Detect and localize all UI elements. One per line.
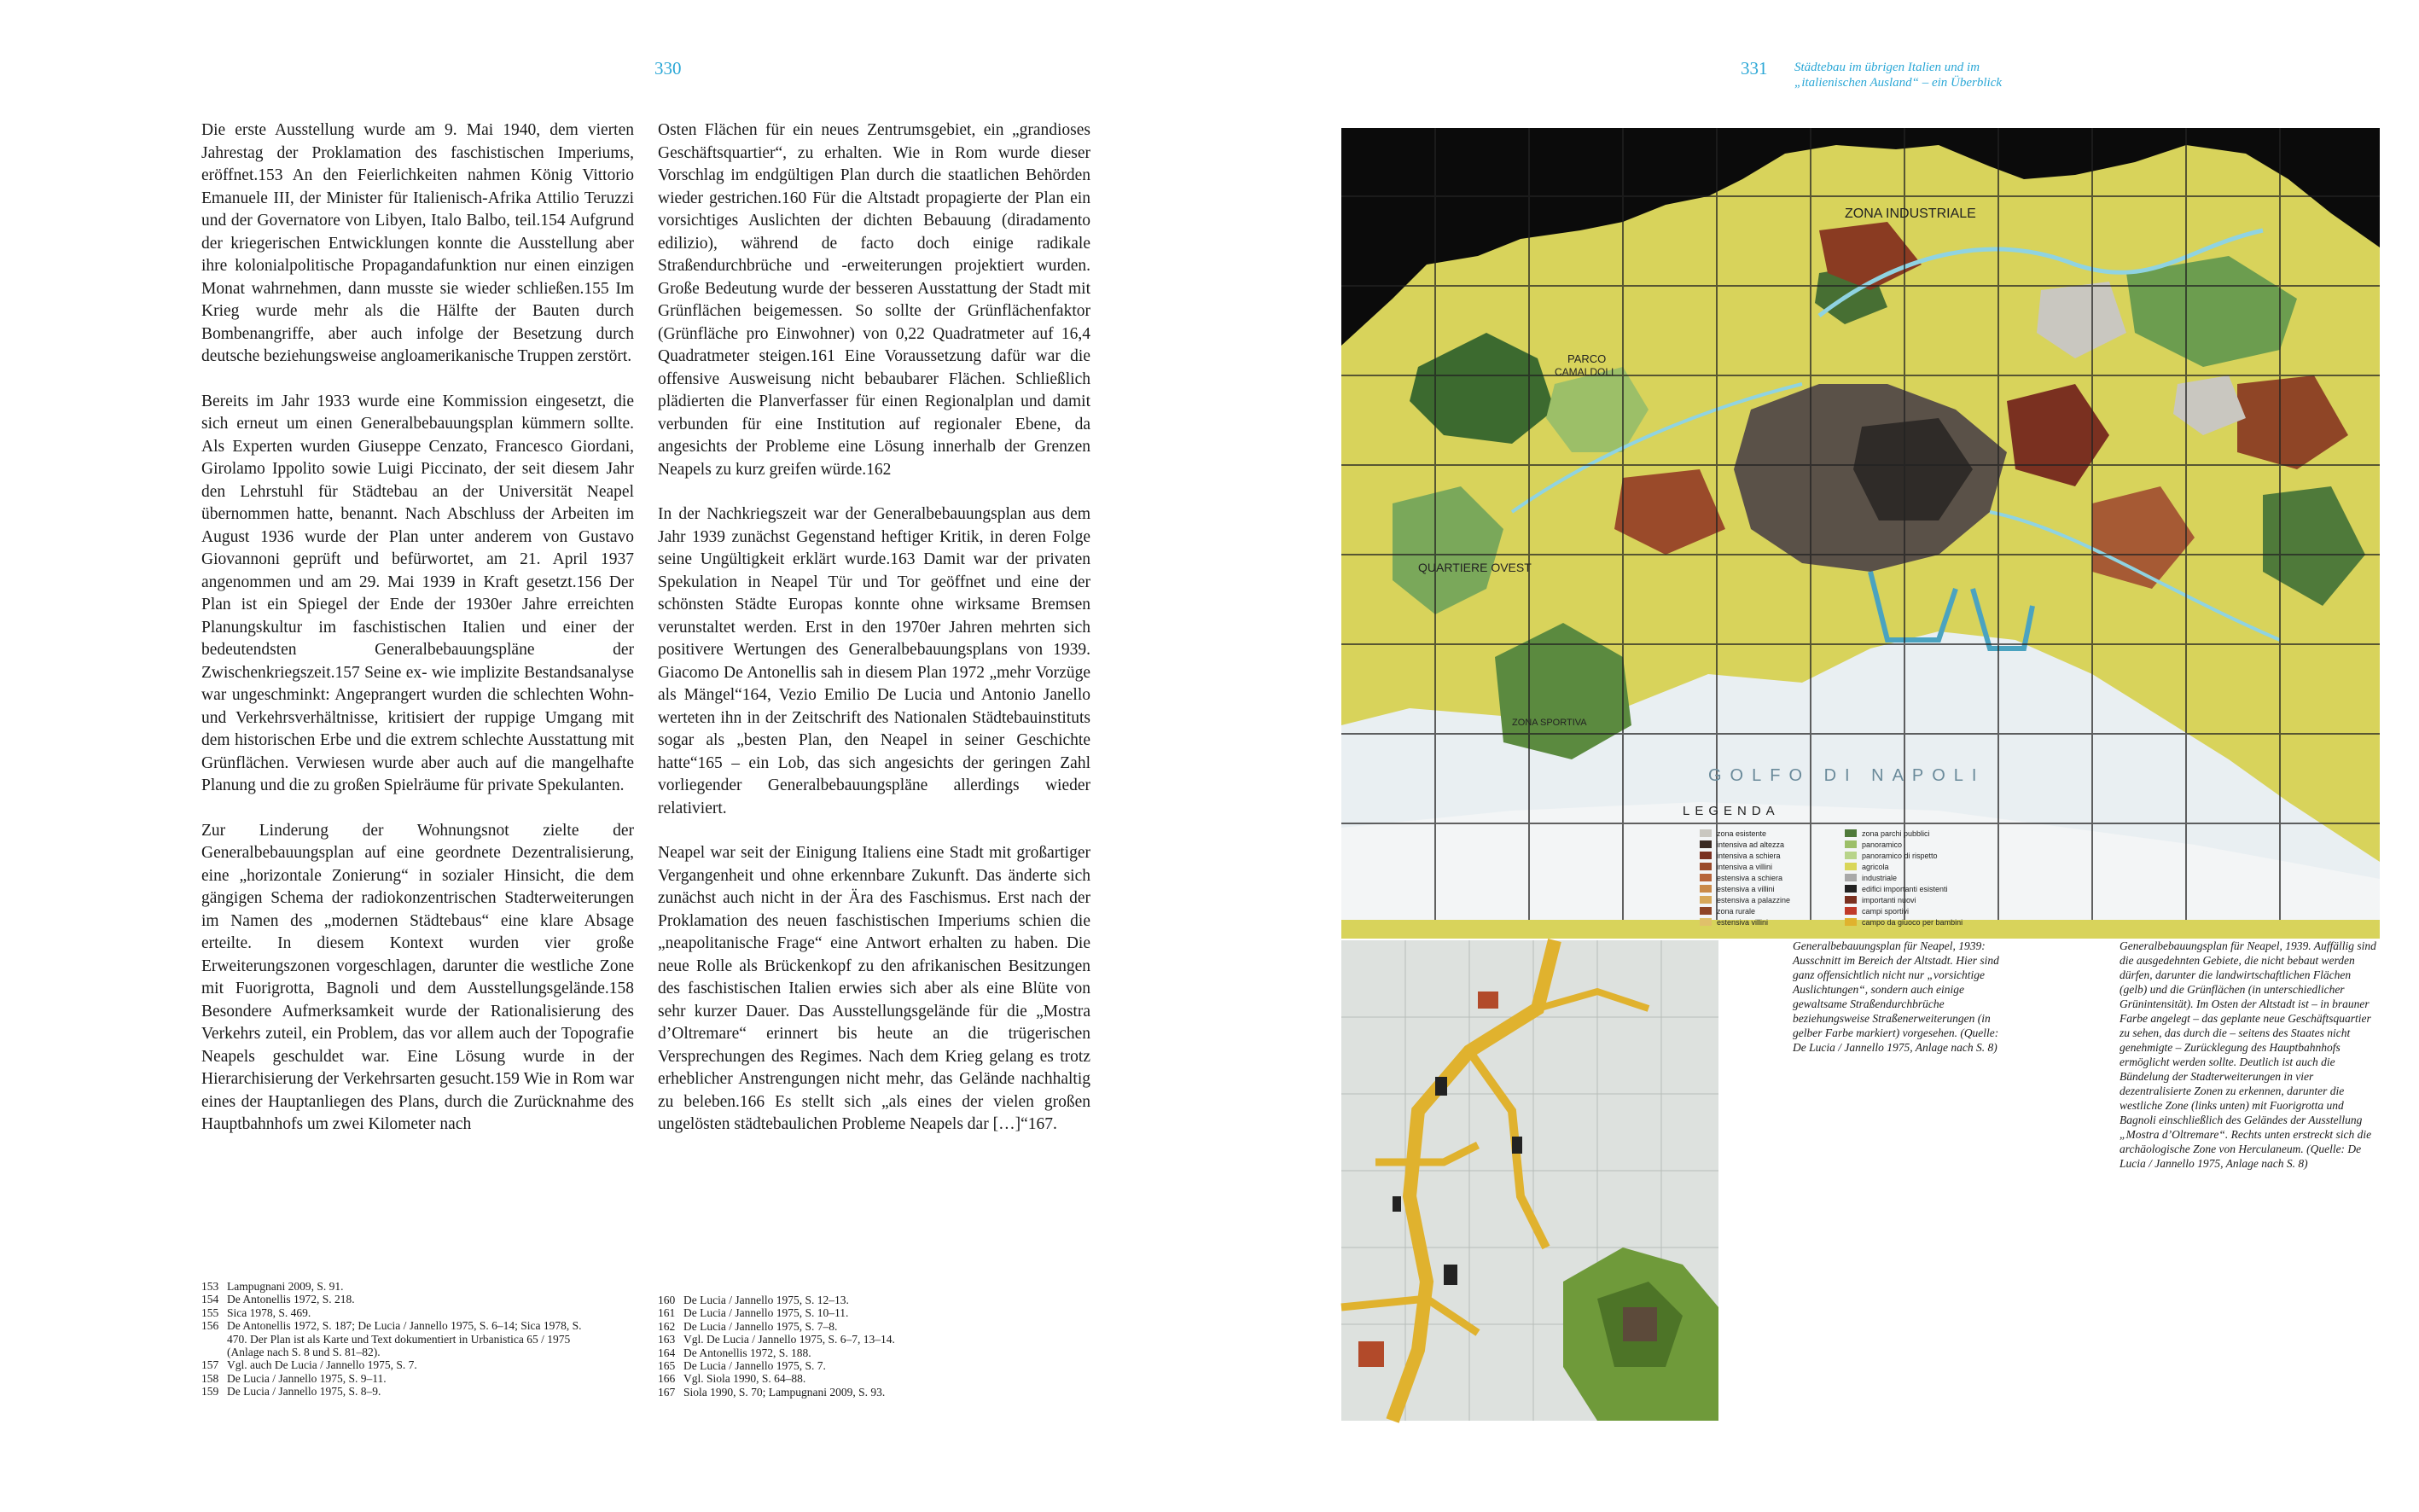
page-number-right: 331: [1741, 58, 1768, 79]
legend-swatch: [1845, 907, 1857, 915]
map-label: GOLFO DI NAPOLI: [1708, 766, 1986, 785]
map-label: CAMALDOLI: [1555, 366, 1614, 378]
legend-swatch: [1845, 885, 1857, 893]
legend-label: estensiva villini: [1717, 918, 1769, 927]
footnote: 161 De Lucia / Jannello 1975, S. 10–11.: [658, 1306, 849, 1320]
legend-swatch: [1845, 874, 1857, 881]
legend-swatch: [1700, 852, 1712, 859]
footnote: 155 Sica 1978, S. 469.: [201, 1306, 311, 1319]
map-label: QUARTIERE OVEST: [1418, 561, 1532, 574]
legend-swatch: [1700, 863, 1712, 870]
paragraph: Die erste Ausstellung wurde am 9. Mai 1940, dem vierten Jahrestag der Proklamation des faschistischen Imperiums, eröffnet.153 An den Feierlichkeiten nahmen König Vittorio Emanuele III, der Minister für Italienisch-Afrika Attilio Teruzzi und der Governatore von Libyen, Italo Balbo, teil.154 Aufgrund der kriegerischen Entwicklungen konnte die Ausstellung aber ihre kolonialpolitische Propagandafunktion nur einen einzigen Monat wahrnehmen, dann musste sie wieder schließen.155 Im Krieg wurde mehr als die Hälfte der Bauten durch Bombenangriffe, aber auch infolge der Besetzung durch deutsche beziehungsweise angloamerikanische Truppen zerstört.: [201, 121, 634, 365]
legend-label: intensiva a schiera: [1717, 852, 1781, 860]
legend-swatch: [1845, 863, 1857, 870]
old-town-detail-map: [1341, 940, 1718, 1421]
legend-label: campo da giuoco per bambini: [1862, 918, 1963, 927]
master-plan-map: [1341, 128, 2380, 927]
legend-label: importanti nuovi: [1862, 896, 1916, 904]
legend-swatch: [1845, 829, 1857, 837]
legend-swatch: [1845, 896, 1857, 904]
map-drawing: [1341, 128, 2380, 927]
footnote: 158 De Lucia / Jannello 1975, S. 9–11.: [201, 1371, 387, 1385]
footnote: 164 De Antonellis 1972, S. 188.: [658, 1346, 811, 1359]
running-title: Städtebau im übrigen Italien und im „italienischen Ausland“ – ein Überblick: [1794, 61, 2003, 90]
right-page: [1210, 0, 2419, 1512]
legend-swatch: [1700, 918, 1712, 926]
page-number-left: 330: [654, 58, 682, 79]
footnote: 167 Siola 1990, S. 70; Lampugnani 2009, S. 93.: [658, 1385, 886, 1399]
legend-label: estensiva a palazzine: [1717, 896, 1791, 904]
footnotes-column-2: [658, 1294, 1059, 1399]
legend-label: panoramico di rispetto: [1862, 852, 1938, 860]
legend-swatch: [1700, 885, 1712, 893]
legend-label: zona parchi pubblici: [1862, 829, 1930, 838]
detail-map-drawing: [1341, 940, 1718, 1421]
footnote: 166 Vgl. Siola 1990, S. 64–88.: [658, 1372, 806, 1386]
footnote: 163 Vgl. De Lucia / Jannello 1975, S. 6–7, 13–14.: [658, 1333, 895, 1346]
footnote: 153 Lampugnani 2009, S. 91.: [201, 1280, 344, 1293]
paragraph: Zur Linderung der Wohnungsnot zielte der Generalbebauungsplan auf eine geordnete Dezentralisierung, eine „horizontale Zonierung“ in sozialer Hinsicht, die dem gängigen Schema der radiokonzentrischen Stadterweiterungen im Namen des „modernen Städtebaus“ eine klare Absage erteilte. In diesem Kontext wurden vier große Erweiterungszonen vorgeschlagen, darunter die westliche Zone mit Fuorigrotta, Bagnoli und dem Ausstellungsgelände.158 Besondere Aufmerksamkeit wurde der Rationalisierung des Verkehrs zuteil, ein Problem, das vor allem auch der Topografie Neapels geschuldet war. Eine Lösung wurde in der Hierarchisierung der Verkehrsarten gesucht.159 Wie in Rom war eines der Hauptanliegen des Plans, durch die Zurücknahme des Hauptbahnhofs um zwei Kilometer nach: [201, 821, 634, 1133]
legend-label: intensiva a villini: [1717, 863, 1773, 871]
paragraph: In der Nachkriegszeit war der Generalbebauungsplan aus dem Jahr 1939 zunächst Gegenstand heftiger Kritik, in deren Folge seine Ungültigkeit erklärt wurde.163 Damit war der privaten Spekulation in Neapel Tür und Tor geöffnet und eine der schönsten Städte Europas konnte ohne wirksame Bremsen verunstaltet werden. Erst in den 1970er Jahren mehrten sich positivere Wertungen des Generalbebauungsplans von 1939. Giacomo De Antonellis sah in diesem Plan 1972 „mehr Vorzüge als Mängel“164, Vezio Emilio De Lucia und Antonio Janello werteten ihn in der Zeitschrift des Nationalen Städtebauinstituts sogar als „besten Plan, den Neapel in seiner Geschichte hatte“165 – ein Lob, das sich angesichts der geringen Zahl vorliegender Generalbebauungspläne allerdings wieder relativiert.: [658, 505, 1090, 817]
legend-swatch: [1845, 840, 1857, 848]
legend-swatch: [1700, 907, 1712, 915]
left-page: [0, 0, 1209, 1512]
caption-detail-map: Generalbebauungsplan für Neapel, 1939: Ausschnitt im Bereich der Altstadt. Hier sind ganz offensichtlich nicht nur „vorsichtige Auslichtungen“, sondern auch einige gewaltsame Straßendurchbrüche beziehungsweise Straßenerweiterungen (in gelber Farbe markiert) vorgesehen. (Quelle: De Lucia / Jannello 1975, Anlage nach S. 8): [1793, 939, 1999, 1054]
footnote: 157 Vgl. auch De Lucia / Jannello 1975, S. 7.: [201, 1358, 417, 1372]
caption-master-plan: Generalbebauungsplan für Neapel, 1939. Auffällig sind die ausgedehnten Gebiete, die nicht bebaut werden dürfen, darunter die landwirtschaftlichen Flächen (gelb) und die Grünflächen (in unterschiedlicher Grünintensität). Im Osten der Altstadt ist – in brauner Farbe angelegt – das geplante neue Geschäftsquartier zu sehen, das durch die – seitens des Staates nicht genehmigte – Zurücklegung des Hauptbahnhofs ermöglicht werden sollte. Deutlich ist auch die Bündelung der Stadterweiterungen in vier dezentralisierte Zonen zu erkennen, darunter die westliche Zone (links unten) mit Fuorigrotta und Bagnoli einschließlich des Geländes der Ausstellung „Mostra d’Oltremare“. Rechts unten erstreckt sich die archäologische Zone von Herculaneum. (Quelle: De Lucia / Jannello 1975, Anlage nach S. 8): [2120, 939, 2376, 1170]
legend-label: estensiva a schiera: [1717, 874, 1783, 882]
legend-swatch: [1845, 852, 1857, 859]
map-label: ZONA SPORTIVA: [1512, 718, 1587, 728]
paragraph: Bereits im Jahr 1933 wurde eine Kommission eingesetzt, die sich erneut um einen Generalbebauungsplan kümmern sollte. Als Experten wurden Giuseppe Cenzato, Francesco Giordani, Girolamo Ippolito sowie Luigi Piccinato, der seit diesem Jahr den Lehrstuhl für Städtebau an der Universität Neapel übernommen hatte, benannt. Nach Abschluss der Arbeiten im August 1936 wurde der Plan unter anderem von Gustavo Giovannoni geprüft und befürwortet, am 21. April 1937 angenommen und am 29. Mai 1939 in Kraft gesetzt.156 Der Plan ist ein Spiegel der Ende der 1930er Jahre erreichten Planungskultur im faschistischen Italien und einer der bedeutendsten Generalbebauungspläne der Zwischenkriegszeit.157 Seine ex- wie implizite Bestandsanalyse war ungeschminkt: Angeprangert wurden die schlechten Wohn- und Verkehrsverhältnisse, kritisiert der ruppige Umgang mit dem historischen Erbe und die extrem schlechte Ausstattung mit Grünflächen. Verwiesen wurde aber auch auf die mangelhafte Planung und die zu großen Spielräume für private Spekulanten.: [201, 392, 634, 794]
legend-label: agricola: [1862, 863, 1889, 871]
footnote: 159 De Lucia / Jannello 1975, S. 8–9.: [201, 1385, 381, 1399]
text-column-1: [201, 119, 634, 1159]
legend-title: LEGENDA: [1683, 804, 1780, 818]
legend-swatch: [1700, 829, 1712, 837]
footnote: 160 De Lucia / Jannello 1975, S. 12–13.: [658, 1294, 849, 1306]
footnote: 156 De Antonellis 1972, S. 187; De Lucia / Jannello 1975, S. 6–14; Sica 1978, S. 470. Der Plan ist als Karte und Text dokumentiert in Urbanistica 65 / 1975 (Anlage nach S. 8 und S. 81–82).: [201, 1319, 582, 1359]
legend-swatch: [1700, 840, 1712, 848]
legend-label: campi sportivi: [1862, 907, 1910, 916]
text-column-2: [658, 119, 1090, 1159]
map-label: ZONA INDUSTRIALE: [1845, 206, 1976, 221]
legend-swatch: [1700, 896, 1712, 904]
legend-label: edifici importanti esistenti: [1862, 885, 1948, 893]
footnote: 154 De Antonellis 1972, S. 218.: [201, 1293, 355, 1306]
footnotes-column-1: [201, 1280, 602, 1399]
legend-label: zona esistente: [1717, 829, 1767, 838]
paragraph: Neapel war seit der Einigung Italiens eine Stadt mit großartiger Vergangenheit und ohne erkennbare Zukunft. Das änderte sich zunächst auch nicht in der Ära des Faschismus. Erst nach der Proklamation des neuen faschistischen Imperiums schien die „neapolitanische Frage“ eine Antwort erhalten zu haben. Die neue Rolle als Brückenkopf zu den afrikanischen Besitzungen des faschistischen Italien erwies sich aber als eine Blüte von sehr kurzer Dauer. Das Ausstellungsgelände für die „Mostra d’Oltremare“ erinnert bis heute an die trügerischen Versprechungen des Regimes. Nach dem Krieg gelang es trotz erheblicher Anstrengungen nicht mehr, das Gelände nachhaltig zu beleben.166 Es stellt sich „als eines der vielen großen ungelösten städtebaulichen Probleme Neapels dar […]“167.: [658, 844, 1090, 1133]
footnote: 162 De Lucia / Jannello 1975, S. 7–8.: [658, 1319, 838, 1333]
legend-swatch: [1700, 874, 1712, 881]
legend-label: estensiva a villini: [1717, 885, 1775, 893]
legend-label: intensiva ad altezza: [1717, 840, 1785, 849]
legend-swatch: [1845, 918, 1857, 926]
legend-label: industriale: [1862, 874, 1898, 882]
legend-label: zona rurale: [1717, 907, 1756, 916]
map-label: PARCO: [1567, 352, 1607, 365]
legend-label: panoramico: [1862, 840, 1903, 849]
footnote: 165 De Lucia / Jannello 1975, S. 7.: [658, 1359, 826, 1373]
paragraph: Osten Flächen für ein neues Zentrumsgebiet, ein „grandioses Geschäftsquartier“, zu erhalten. Wie in Rom wurde dieser Vorschlag im endgültigen Plan durch die staatlichen Behörden wieder gestrichen.160 Für die Altstadt propagierte der Plan ein vorsichtiges Auslichten der dichten Bebauung (diradamento edilizio), während de facto doch einige radikale Straßendurchbrüche und -erweiterungen projektiert wurden. Große Bedeutung wurde der besseren Ausstattung der Stadt mit Grünflächen beigemessen. So sollte der Grünflächenfaktor (Grünfläche pro Einwohner) von 0,22 Quadratmeter auf 16,4 Quadratmeter steigen.161 Eine Voraussetzung dafür war die offensive Ausweisung nicht bebaubarer Flächen. Schließlich plädierten die Planverfasser für einen Regionalplan und damit verbunden für eine Institution auf regionaler Ebene, da angesichts der Probleme eine Lösung innerhalb der Grenzen Neapels zu kurz greifen würde.162: [658, 121, 1090, 479]
